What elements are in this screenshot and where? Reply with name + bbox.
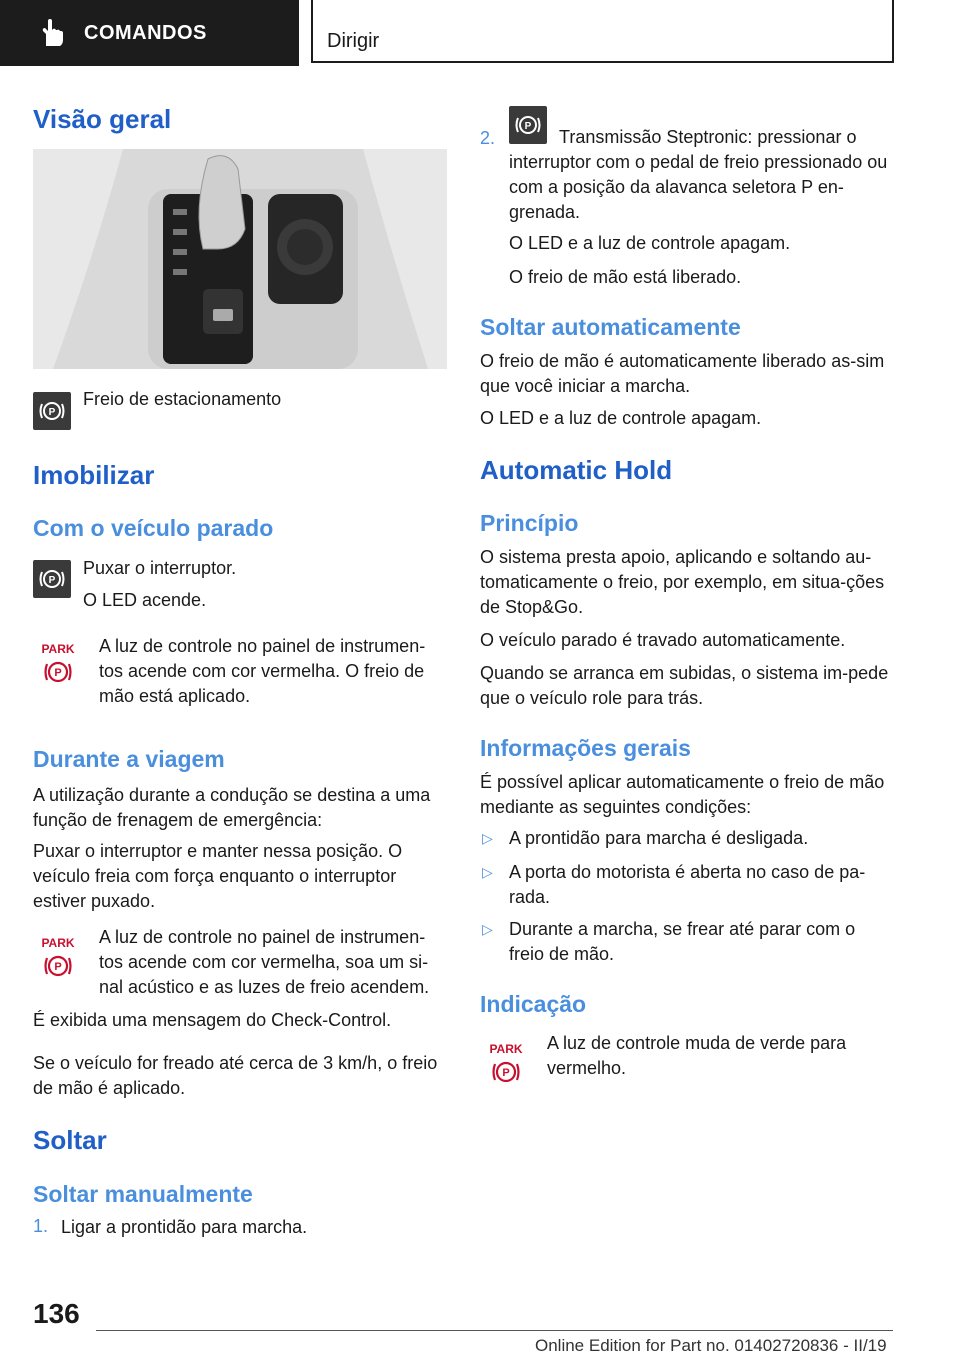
svg-text:PARK: PARK <box>41 642 75 656</box>
principio-p3: Quando se arranca em subidas, o sistema im-pede que o veículo role para trás. <box>480 663 889 708</box>
parado-warning: A luz de controle no painel de instrumen-tos acende com cor vermelha. O freio de mão está aplicado. <box>99 636 426 706</box>
info-bullet-1: A prontidão para marcha é desligada. <box>509 828 809 848</box>
section-tab <box>0 0 299 66</box>
svg-text:P: P <box>54 667 62 679</box>
manual-title: Soltar manualmente <box>33 1181 253 1207</box>
step2-p2: O LED e a luz de controle apagam. <box>509 233 791 253</box>
viagem-p4: Se o veículo for freado até cerca de 3 km/h, o freio de mão é aplicado. <box>33 1053 438 1098</box>
info-bullet-2: A porta do motorista é aberta no caso de pa-rada. <box>509 862 866 907</box>
step2-text: Transmissão Steptronic: pressionar o interruptor com o pedal de freio pressionado ou com a posição da alavanca seletora P en-grenada. <box>509 127 888 222</box>
svg-text:P: P <box>48 407 56 418</box>
indicacao-title: Indicação <box>480 991 587 1017</box>
svg-text:PARK: PARK <box>489 1042 523 1056</box>
footer-rule <box>96 1330 893 1331</box>
info-bullet-3: Durante a marcha, se frear até parar com o freio de mão. <box>509 919 856 964</box>
principio-title: Princípio <box>480 510 579 536</box>
photo-caption: Freio de estacionamento <box>83 389 282 409</box>
viagem-title: Durante a viagem <box>33 746 225 772</box>
bullet-icon: ▷ <box>482 864 493 880</box>
parking-brake-icon <box>33 560 71 598</box>
svg-text:P: P <box>502 1067 510 1079</box>
svg-text:P: P <box>524 121 532 132</box>
bullet-icon: ▷ <box>482 830 493 846</box>
info-p1: É possível aplicar automaticamente o freio de mão mediante as seguintes condições: <box>480 772 885 817</box>
step-number: 2. <box>480 128 496 148</box>
console-photo <box>33 149 447 369</box>
viagem-warning: A luz de controle no painel de instrumen-tos acende com cor vermelha, soa um si-nal acústico e as luzes de freio acendem. <box>99 927 430 997</box>
visao-geral-title: Visão geral <box>33 104 172 134</box>
edition-text: Online Edition for Part no. 01402720836 - II/19 <box>535 1336 887 1355</box>
svg-text:P: P <box>54 961 62 973</box>
section-label: COMANDOS <box>84 21 207 44</box>
svg-text:P: P <box>48 575 56 586</box>
park-warning-icon <box>38 641 78 687</box>
step2-p3: O freio de mão está liberado. <box>509 267 742 287</box>
soltar-title: Soltar <box>33 1125 107 1155</box>
pointing-hand-icon <box>36 16 70 50</box>
auto-p2: O LED e a luz de controle apagam. <box>480 408 762 428</box>
chapter-header <box>311 0 894 63</box>
chapter-label: Dirigir <box>327 30 380 52</box>
principio-p2: O veículo parado é travado automaticamente. <box>480 630 846 650</box>
viagem-p3: É exibida uma mensagem do Check-Control. <box>33 1010 392 1030</box>
indicacao-text: A luz de controle muda de verde para vermelho. <box>547 1033 847 1078</box>
step-number: 1. <box>33 1216 49 1236</box>
park-warning-icon <box>486 1041 526 1087</box>
viagem-p1: A utilização durante a condução se destina a uma função de frenagem de emergência: <box>33 785 431 830</box>
auto-title: Soltar automaticamente <box>480 314 741 340</box>
hold-title: Automatic Hold <box>480 455 673 485</box>
imobilizar-title: Imobilizar <box>33 460 155 490</box>
auto-p1: O freio de mão é automaticamente liberado as-sim que você iniciar a marcha. <box>480 351 885 396</box>
parado-line2: O LED acende. <box>83 590 207 610</box>
principio-p1: O sistema presta apoio, aplicando e soltando au-tomaticamente o freio, por exemplo, em situa-ções de Stop&Go. <box>480 547 885 617</box>
park-warning-icon <box>38 935 78 981</box>
bullet-icon: ▷ <box>482 921 493 937</box>
step1-text: Ligar a prontidão para marcha. <box>61 1217 308 1237</box>
parado-title: Com o veículo parado <box>33 515 274 541</box>
svg-text:PARK: PARK <box>41 936 75 950</box>
viagem-p2: Puxar o interruptor e manter nessa posição. O veículo freia com força enquanto o interruptor estiver puxado. <box>33 841 403 911</box>
parado-line1: Puxar o interruptor. <box>83 558 237 578</box>
info-title: Informações gerais <box>480 735 691 761</box>
page-number: 136 <box>33 1298 80 1329</box>
parking-brake-icon <box>33 392 71 430</box>
